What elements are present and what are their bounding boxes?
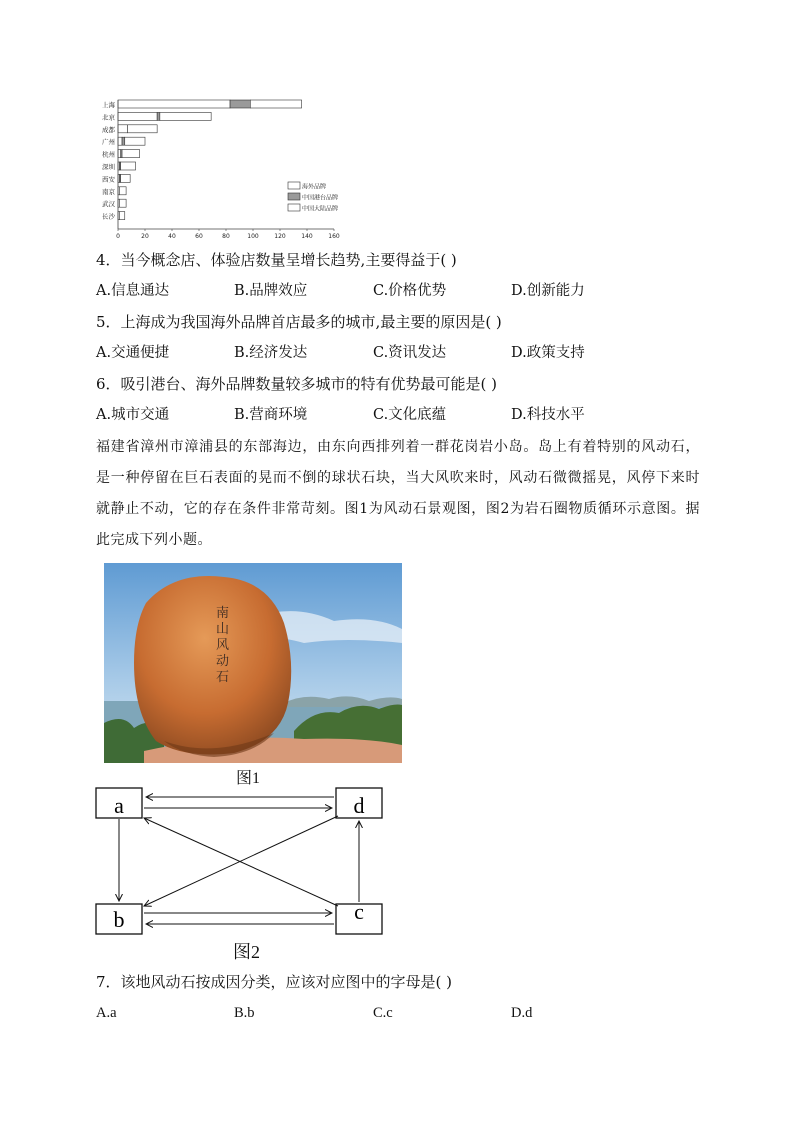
question-4-option-c[interactable]: C.价格优势 <box>373 283 447 299</box>
reading-passage: 福建省漳州市漳浦县的东部海边，由东向西排列着一群花岗岩小岛。岛上有着特别的风动石，是一种停留在巨石表面的晃而不倒的球状石块，当大风吹来时，风动石微微摇晃，风停下来时就静止不动，它的存在条件非常苛刻。图1为风动石景观图，图2为岩石圈物质循环示意图。据此完成下列小题。 <box>96 439 700 548</box>
node-c-label: c <box>354 899 364 925</box>
category-label: 西安 <box>102 175 115 184</box>
figure-2-caption: 图2 <box>233 942 260 962</box>
bar-segment <box>118 125 127 133</box>
bar-segment <box>118 150 121 158</box>
category-label: 北京 <box>102 113 115 122</box>
question-4-option-b[interactable]: B.品牌效应 <box>234 283 308 299</box>
legend-label: 中国大陆品牌 <box>302 205 339 213</box>
balancing-rock <box>134 576 291 754</box>
category-label: 广州 <box>102 138 115 147</box>
question-6-option-c[interactable]: C.文化底蕴 <box>373 407 447 423</box>
category-label: 长沙 <box>102 212 115 221</box>
question-7-option-c[interactable]: C.c <box>373 1005 393 1021</box>
question-5-option-a[interactable]: A.交通便捷 <box>96 345 170 361</box>
bar-segment <box>121 174 130 182</box>
node-d-label: d <box>353 793 365 819</box>
question-7-stem: 7．该地风动石按成因分类，应该对应图中的字母是( ) <box>96 973 453 991</box>
bar-segment <box>119 199 126 207</box>
brand-store-bar-chart <box>94 96 354 242</box>
bar-segment <box>119 187 126 195</box>
question-6-option-b[interactable]: B.营商环境 <box>234 407 308 423</box>
question-4-stem: 4．当今概念店、体验店数量呈增长趋势,主要得益于( ) <box>96 251 457 269</box>
rock-inscription: 南山风动石 <box>216 606 230 685</box>
question-5-option-d[interactable]: D.政策支持 <box>511 345 585 361</box>
question-5-stem: 5．上海成为我国海外品牌首店最多的城市,最主要的原因是( ) <box>96 313 502 331</box>
category-label: 武汉 <box>102 200 115 209</box>
question-6-option-a[interactable]: A.城市交通 <box>96 407 170 423</box>
question-7-option-b[interactable]: B.b <box>234 1005 255 1021</box>
node-b-label: b <box>113 907 125 933</box>
legend-swatch <box>288 193 300 200</box>
rock-cycle-diagram <box>94 784 386 936</box>
question-6-stem: 6．吸引港台、海外品牌数量较多城市的特有优势最可能是( ) <box>96 375 498 393</box>
question-5-option-b[interactable]: B.经济发达 <box>234 345 308 361</box>
bar-segment <box>250 100 301 108</box>
x-tick-label: 140 <box>301 233 313 240</box>
x-tick-label: 120 <box>274 233 286 240</box>
x-tick-label: 100 <box>247 233 259 240</box>
question-5-option-c[interactable]: C.资讯发达 <box>373 345 447 361</box>
figure-1-caption: 图1 <box>236 770 261 787</box>
legend-label: 海外品牌 <box>302 183 327 191</box>
x-tick-label: 80 <box>222 233 230 240</box>
bar-segment <box>121 162 136 170</box>
question-4-option-a[interactable]: A.信息通达 <box>96 283 170 299</box>
bar-segment <box>125 137 145 145</box>
bar-segment <box>118 112 157 120</box>
question-6-option-d[interactable]: D.科技水平 <box>511 407 585 423</box>
x-tick-label: 40 <box>168 233 176 240</box>
bar-segment <box>230 100 250 108</box>
bar-segment <box>119 212 124 220</box>
legend-swatch <box>288 204 300 211</box>
distant-island <box>284 696 402 707</box>
question-7-option-a[interactable]: A.a <box>96 1005 117 1021</box>
node-a-label: a <box>114 793 124 819</box>
balancing-rock-photo <box>104 563 402 763</box>
category-label: 成都 <box>102 125 115 134</box>
bar-segment <box>160 112 211 120</box>
bar-segment <box>118 137 122 145</box>
legend-swatch <box>288 182 300 189</box>
x-tick-label: 20 <box>141 233 149 240</box>
category-label: 上海 <box>102 101 115 109</box>
bar-segment <box>157 112 160 120</box>
bar-segment <box>122 150 140 158</box>
x-tick-label: 160 <box>328 233 340 240</box>
bar-segment <box>118 100 230 108</box>
bar-segment <box>127 125 157 133</box>
x-tick-label: 60 <box>195 233 203 240</box>
bar-segment <box>122 137 125 145</box>
question-4-option-d[interactable]: D.创新能力 <box>511 283 585 299</box>
question-7-option-d[interactable]: D.d <box>511 1005 533 1021</box>
category-label: 南京 <box>102 187 115 196</box>
chart-legend <box>288 182 338 213</box>
x-tick-label: 0 <box>116 233 120 240</box>
legend-label: 中国港台品牌 <box>302 194 339 202</box>
category-label: 深圳 <box>102 163 115 171</box>
category-label: 杭州 <box>102 150 115 159</box>
